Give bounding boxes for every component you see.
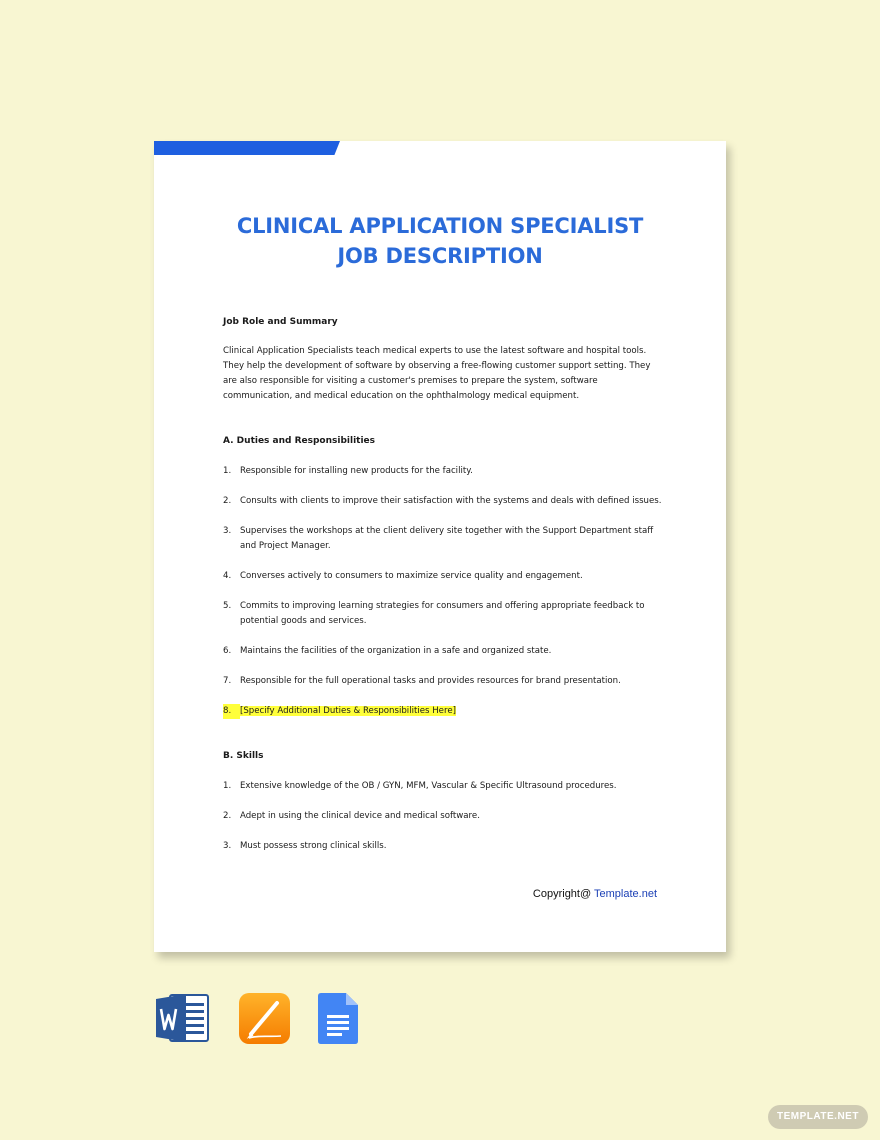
duty-item: 7. Responsible for the full operational tasks and provides resources for brand presentation.: [223, 676, 621, 686]
duty-item: 5. Commits to improving learning strategies for consumers and offering appropriate feedback to potential goods and services.: [223, 601, 645, 626]
summary-paragraph: Clinical Application Specialists teach medical experts to use the latest software and hospital tools. They help the development of software by observing a free-flowing customer support setting. They are also responsible for visiting a customer's premises to prepare the system, software communication, and medical education on the ophthalmology medical equipment.: [223, 346, 651, 401]
summary-heading: Job Role and Summary: [223, 317, 338, 327]
document-title: [154, 211, 726, 271]
title-line-2: JOB DESCRIPTION: [337, 244, 543, 268]
duty-item: 6. Maintains the facilities of the organization in a safe and organized state.: [223, 646, 552, 656]
duties-heading: A. Duties and Responsibilities: [223, 436, 376, 446]
duty-item: 1. Responsible for installing new products for the facility.: [223, 466, 473, 476]
template-net-badge[interactable]: TEMPLATE.NET: [768, 1105, 868, 1129]
copyright-notice: Copyright@ Template.net: [532, 888, 657, 900]
accent-bar: [154, 141, 340, 155]
pages-icon[interactable]: [239, 993, 290, 1044]
duty-item: 4. Converses actively to consumers to maximize service quality and engagement.: [223, 571, 583, 581]
skill-item: 1. Extensive knowledge of the OB / GYN, MFM, Vascular & Specific Ultrasound procedures.: [223, 781, 617, 791]
word-icon[interactable]: [156, 993, 210, 1043]
skills-heading: B. Skills: [223, 751, 264, 761]
placeholder-highlight: [Specify Additional Duties & Responsibilities Here]: [240, 706, 456, 716]
google-docs-icon[interactable]: [318, 993, 358, 1044]
document-page: [154, 141, 726, 952]
skill-item: 2. Adept in using the clinical device and medical software.: [223, 811, 480, 821]
template-net-link[interactable]: Template.net: [594, 888, 657, 900]
skill-item: 3. Must possess strong clinical skills.: [223, 841, 387, 851]
title-line-1: CLINICAL APPLICATION SPECIALIST: [236, 214, 644, 238]
document-body: [223, 315, 663, 854]
duty-item: 3. Supervises the workshops at the client delivery site together with the Support Department staff and Project Manager.: [223, 526, 654, 551]
duty-item-placeholder: 8. [Specify Additional Duties & Responsibilities Here]: [223, 704, 663, 719]
duty-item: 2. Consults with clients to improve their satisfaction with the systems and deals with defined issues.: [223, 496, 662, 506]
